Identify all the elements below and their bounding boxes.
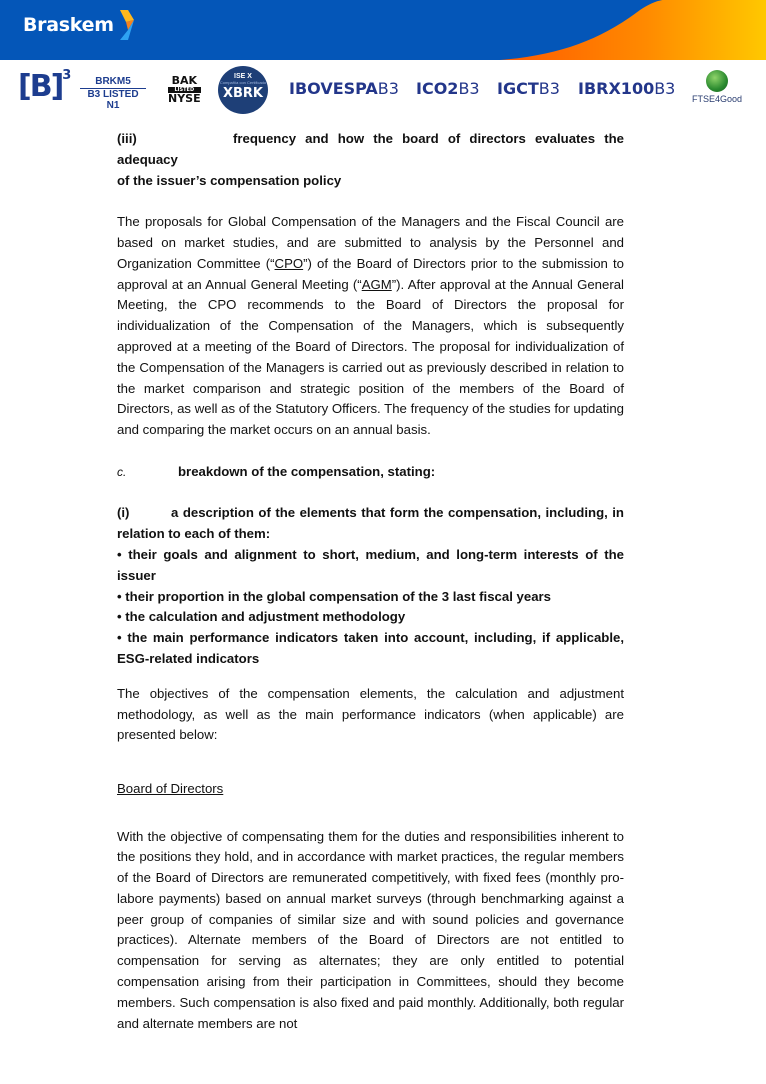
agm-term: AGM xyxy=(361,276,392,292)
section-c-heading: c. breakdown of the compensation, stating: xyxy=(117,463,436,479)
xbrk-badge: ISE X Compañía con Certificado XBRK xyxy=(218,66,268,114)
braskem-mark-icon xyxy=(118,10,136,40)
paragraph-board-compensation: With the objective of compensating them for the duties and responsibilities inherent to the positions they hold, and in accordance with market practices, the regular members of the Board of Directors are remunerated competitively, with fixed fees (monthly pro-labore payments) based on annual market surveys (through benchmarking against a peer group of companies of similar size and with sound policies and governance practices). Alternate members of the Board of Directors are not entitled to compensation for serving as alternates; they are only entitled to potential compensation arising from their participation in Committees, should they become members. Such compensation is also fixed and paid monthly. Additionally, both regular and alternate members are not xyxy=(117,828,624,1031)
bullet-item: • their proportion in the global compensation of the 3 last fiscal years xyxy=(117,588,552,604)
paragraph-compensation-proposals: The proposals for Global Compensation of the Managers and the Fiscal Council are based on market studies, and are submitted to analysis by the Personnel and Organization Committee (“CPO”) of the Board of Directors prior to the submission to approval at an Annual General Meeting (“AGM”). After approval at the Annual General Meeting, the CPO recommends to the Board of Directors the proposal for individualization of the Compensation of the Managers, which is subsequently approved at a meeting of the Board of Directors. The proposal for individualization of the Compensation of the Managers is carried out as previously described in relation to the market comparison and strategic position of the members of the Board of Directors, as well as of the Statutory Officers. The frequency of the studies for updating and comparing the market occurs on an annual basis. xyxy=(117,214,625,438)
bullet-item: • the main performance indicators taken into account, including, if applicable, ESG-related indicators xyxy=(117,630,625,666)
header-banner xyxy=(0,0,766,60)
brkm5-logo: BRKM5 B3 LISTED N1 xyxy=(80,76,146,111)
paragraph-objectives: The objectives of the compensation elements, the calculation and adjustment methodology, as well as the main performance indicators (when applicable) are presented below: xyxy=(117,685,624,743)
ico2-logo: ICO2B3 xyxy=(416,79,480,98)
ibrx100-logo: IBRX100B3 xyxy=(578,79,676,98)
globe-icon xyxy=(706,70,728,92)
braskem-logo xyxy=(23,10,136,40)
section-iii-heading: (iii) frequency and how the board of directors evaluates the adequacy of the issuer’s compensation policy xyxy=(117,131,624,188)
igct-logo: IGCTB3 xyxy=(497,79,560,98)
ibovespa-logo: IBOVESPAB3 xyxy=(289,79,399,98)
bullet-item: • the calculation and adjustment methodology xyxy=(117,609,406,625)
bullet-item: • their goals and alignment to short, medium, and long-term interests of the issuer xyxy=(117,546,625,583)
listing-logos-bar xyxy=(0,62,766,118)
brand-name: Braskem xyxy=(23,14,114,36)
b3-logo: $[B]^3$ xyxy=(18,68,72,104)
section-i-heading: (i) a description of the elements that form the compensation, including, in relation to each of them: xyxy=(117,505,624,542)
board-of-directors-subheading: Board of Directors xyxy=(117,780,224,796)
document-body xyxy=(117,129,624,1034)
cpo-term: CPO xyxy=(274,255,304,271)
nyse-logo: BAK LISTED NYSE xyxy=(168,74,201,105)
ftse4good-logo: FTSE4Good xyxy=(688,70,746,104)
